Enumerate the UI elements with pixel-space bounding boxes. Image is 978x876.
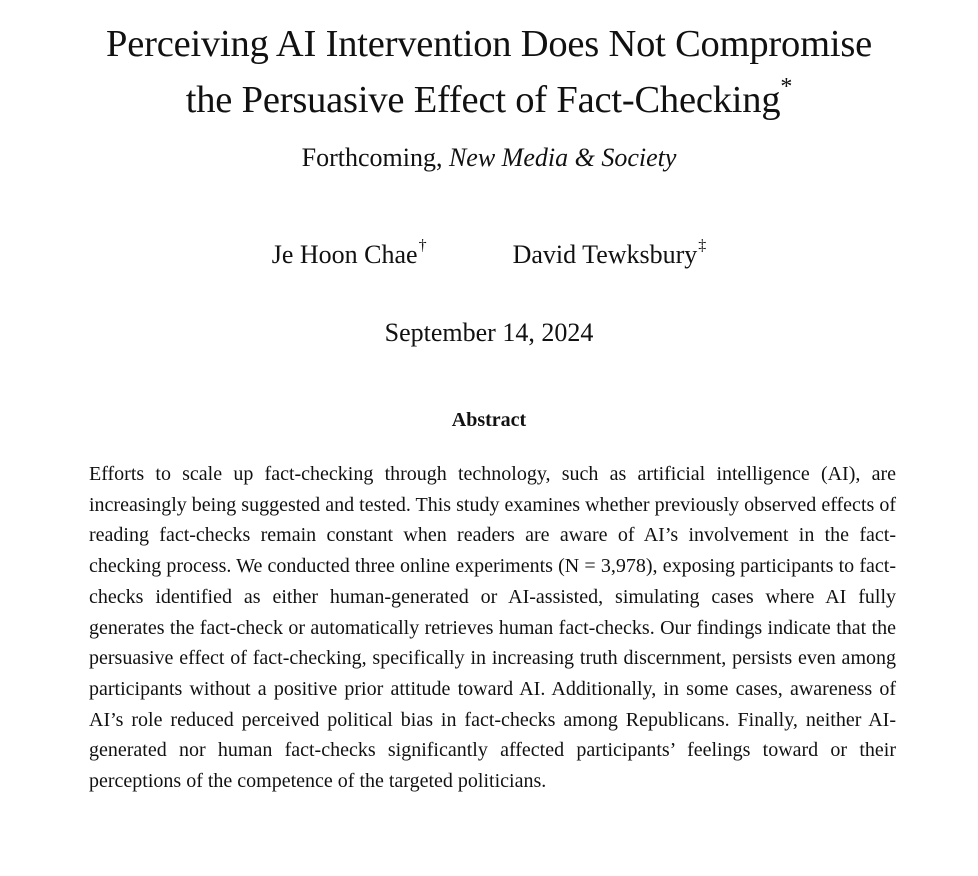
journal-name: New Media & Society	[448, 143, 677, 172]
venue-line	[0, 140, 978, 176]
venue-prefix: Forthcoming,	[301, 143, 443, 172]
paper-title-line-2: the Persuasive Effect of Fact-Checking	[185, 79, 781, 121]
abstract-heading: Abstract	[451, 409, 527, 431]
author-name: Je Hoon Chae	[271, 240, 418, 269]
paper-title	[0, 16, 978, 128]
publication-date: September 14, 2024	[384, 318, 594, 347]
paper-title-line-1: Perceiving AI Intervention Does Not Compromise	[105, 23, 872, 65]
abstract-text: Efforts to scale up fact-checking through technology, such as artificial intelligence (AI), are increasingly being suggested and tested. This study examines whether previously observed effects of reading fact-checks remain constant when readers are aware of AI’s involvement in the fact-checking process. We conducted three online experiments (N = 3,978), exposing participants to fact-checks identified as either human-generated or AI-assisted, simulating cases where AI fully generates the fact-check or automatically retrieves human fact-checks. Our findings indicate that the persuasive effect of fact-checking, specifically in increasing truth discernment, persists even among participants without a positive prior attitude toward AI. Additionally, in some cases, awareness of AI’s role reduced perceived political bias in fact-checks among Republicans. Finally, neither AI-generated nor human fact-checks significantly affected participants’ feelings toward or their perceptions of the competence of the targeted politicians.	[89, 463, 896, 793]
title-footnote-mark: *	[780, 74, 793, 101]
author-1	[272, 237, 427, 273]
author-name: David Tewksbury	[512, 240, 698, 269]
author-2	[513, 237, 707, 273]
author-footnote-mark: †	[418, 237, 427, 255]
author-list	[0, 237, 978, 273]
author-footnote-mark: ‡	[698, 237, 707, 255]
